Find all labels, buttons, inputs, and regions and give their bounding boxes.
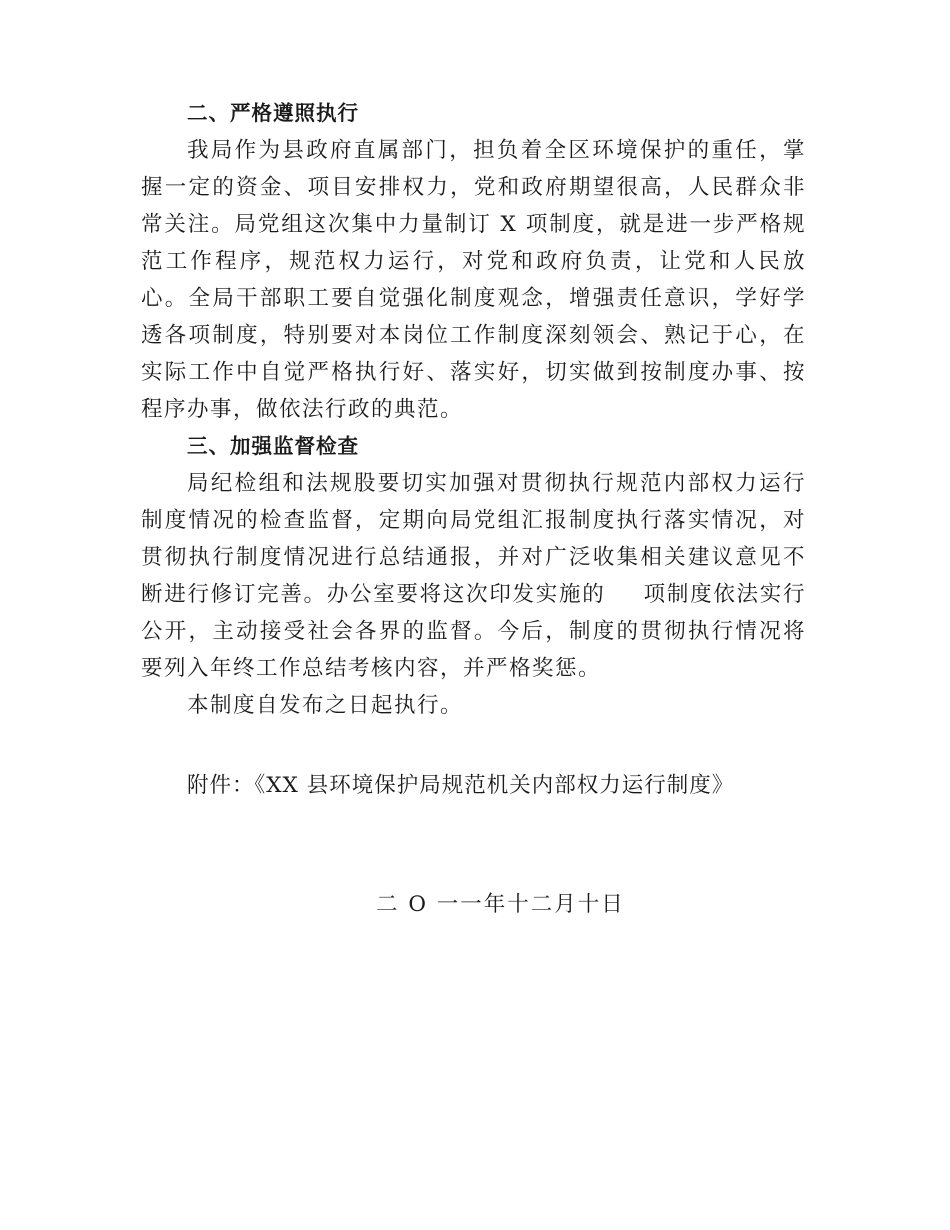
- attachment-line: 附件：《XX 县环境保护局规范机关内部权力运行制度》: [187, 773, 735, 798]
- effective-clause: 本制度自发布之日起执行。: [187, 693, 464, 718]
- section-heading-3: 三、加强监督检查: [187, 434, 359, 458]
- section-paragraph-3-part2: 项制度依法实行公开，主动接受社会各界的监督。今后，制度的贯彻执行情况将要列入年终工作总结考核内容，并严格奖惩。: [141, 582, 806, 681]
- section-paragraph-3-part1: 局纪检组和法规股要切实加强对贯彻执行规范内部权力运行制度情况的检查监督，定期向局党组汇报制度执行落实情况，对贯彻执行制度情况进行总结通报，并对广泛收集相关建议意见不断进行修订完善。办公室要将这次印发实施的: [141, 471, 806, 607]
- section-paragraph-2: 我局作为县政府直属部门，担负着全区环境保护的重任，掌握一定的资金、项目安排权力，党和政府期望很高，人民群众非常关注。局党组这次集中力量制订 X 项制度，就是进一步严格规范工作程序，规范权力运行，对党和政府负责，让党和人民放心。全局干部职工要自觉强化制度观念，增强责任意识，学好学透各项制度，特别要对本岗位工作制度深刻领会、熟记于心，在实际工作中自觉严格执行好、落实好，切实做到按制度办事、按程序办事，做依法行政的典范。: [141, 138, 806, 422]
- document-date: 二 O 一一年十二月十日: [376, 892, 625, 917]
- document-body: [141, 95, 806, 724]
- section-heading-2: 二、严格遵照执行: [187, 101, 359, 125]
- section-paragraph-3: [141, 465, 806, 687]
